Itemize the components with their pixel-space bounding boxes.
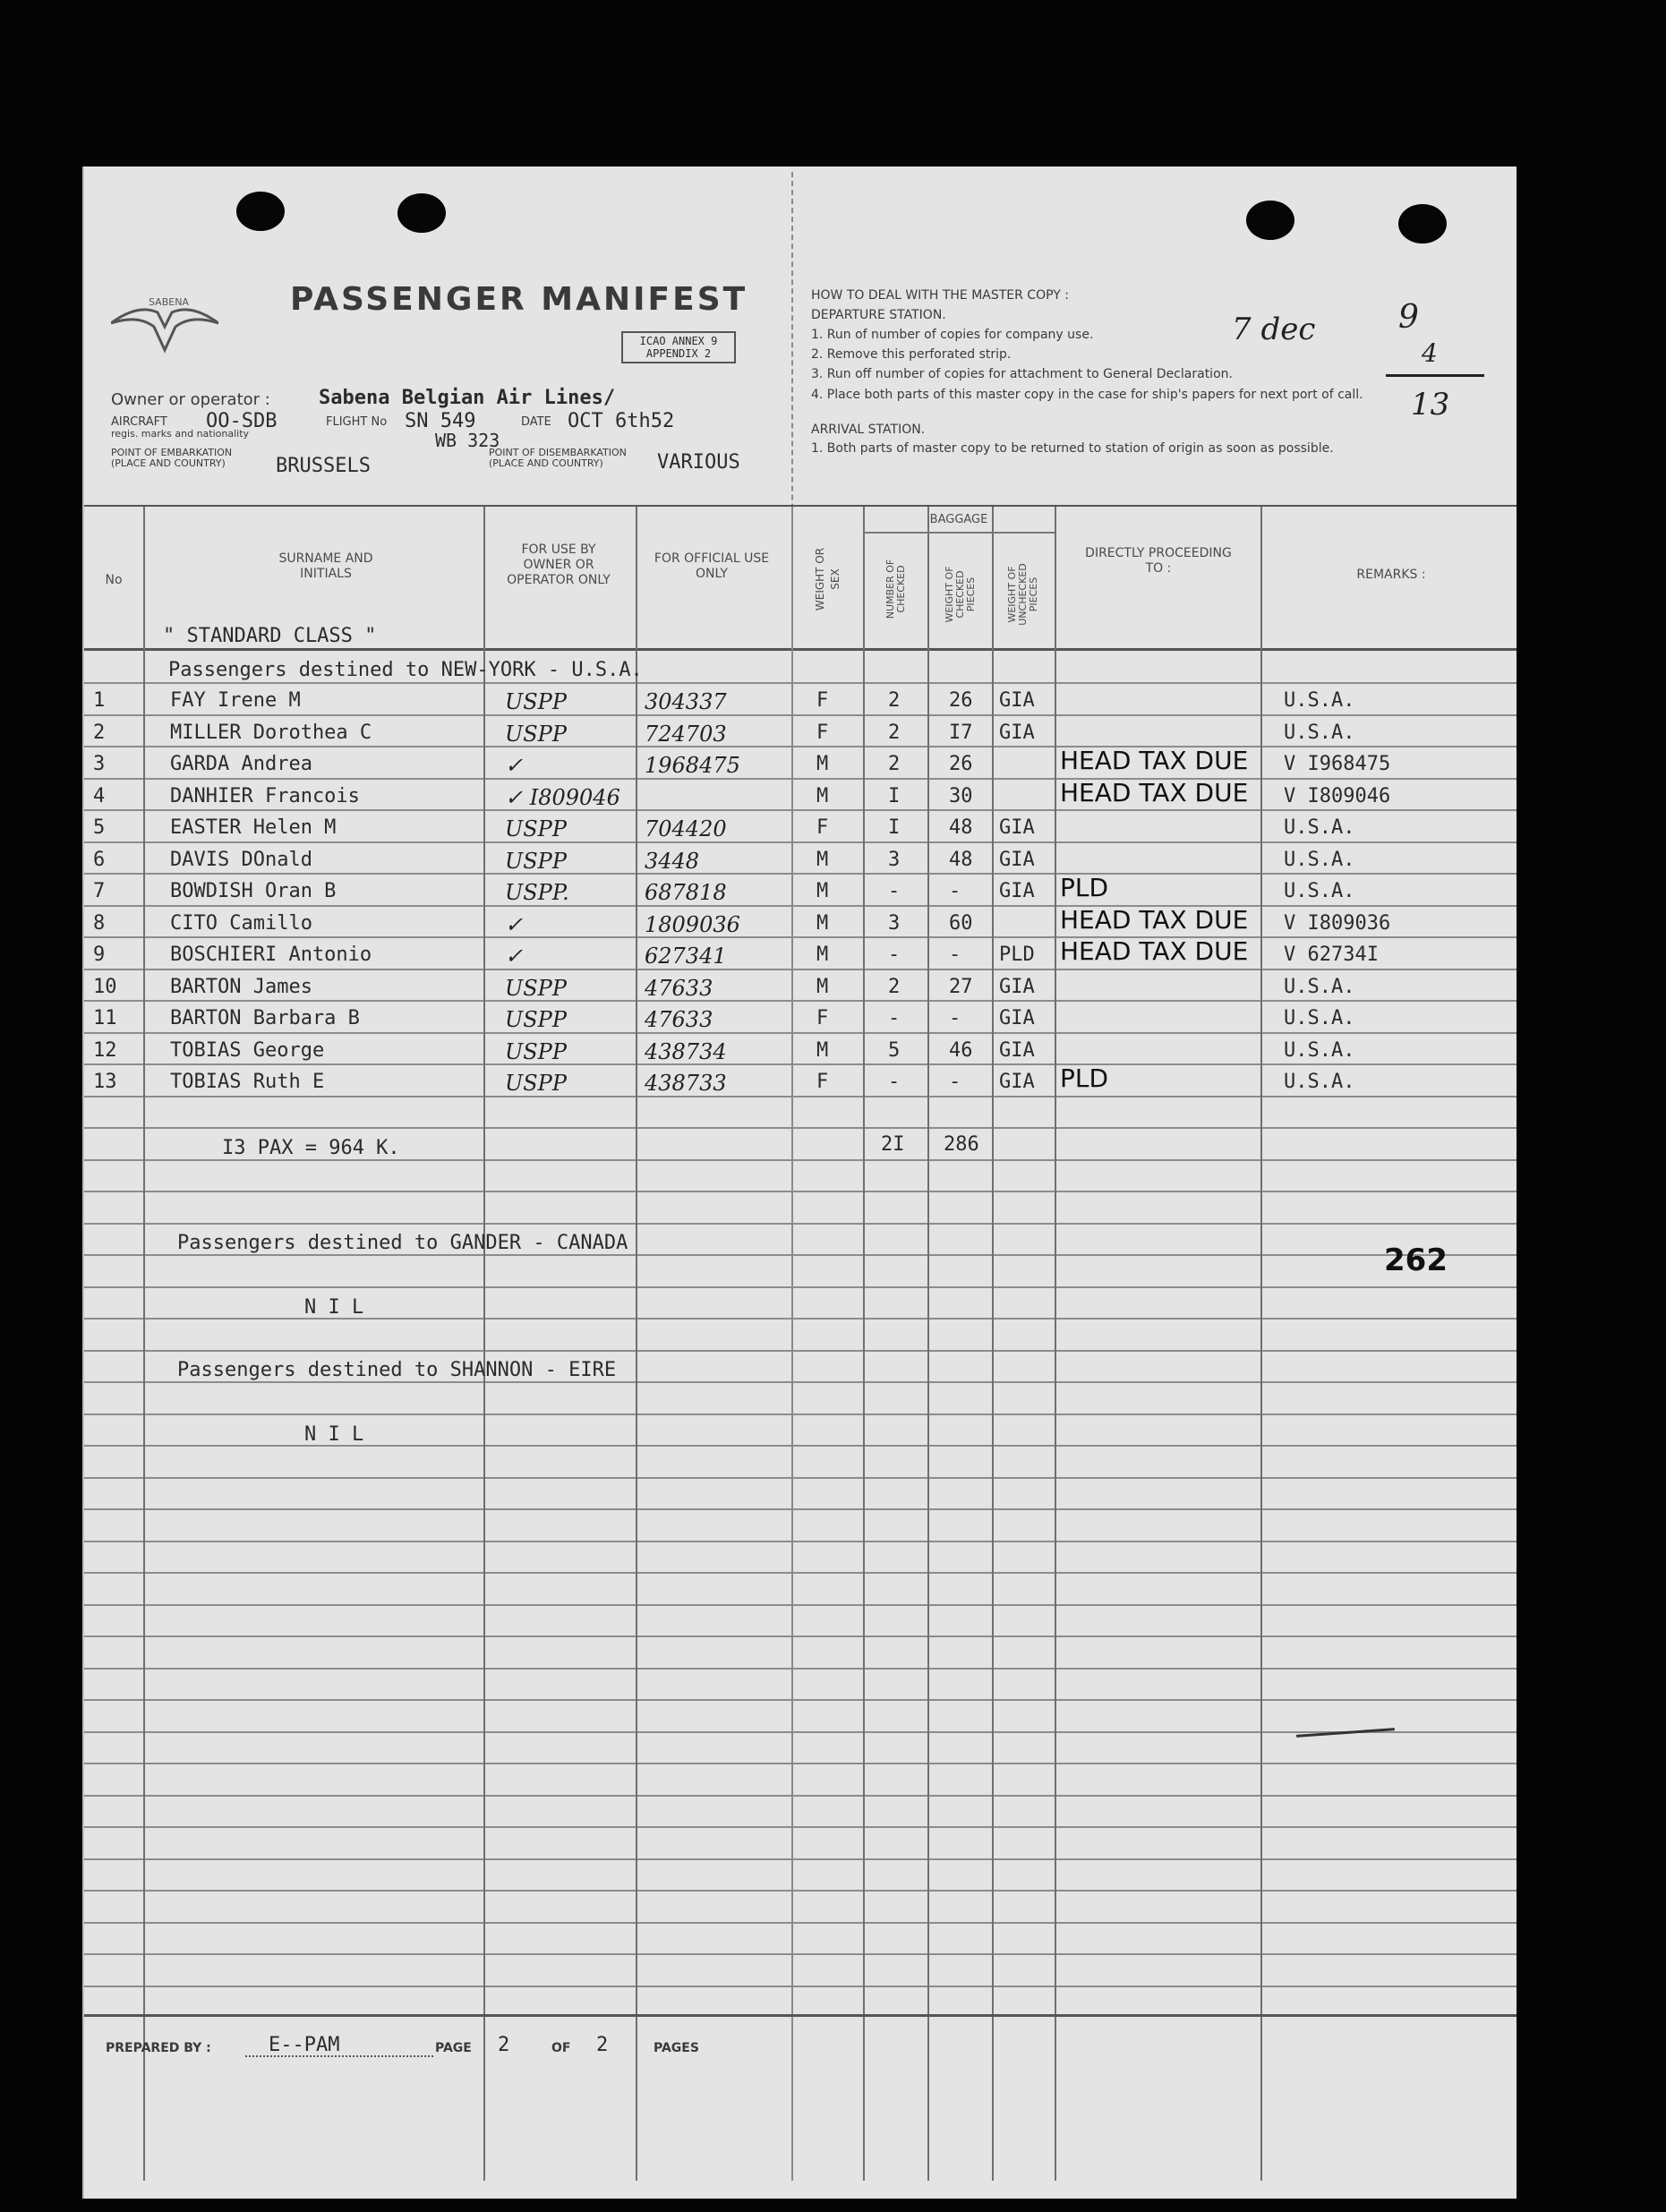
page-value: 2: [498, 2034, 510, 2056]
header-bottom-border: [84, 648, 1516, 651]
passenger-bag-weight: 26: [949, 753, 973, 775]
totals-weight-checked: 286: [944, 1133, 979, 1156]
passenger-unchecked: GIA: [999, 689, 1035, 712]
prepared-by-label: PREPARED BY :: [106, 2041, 211, 2055]
total-stamp: 262: [1384, 1243, 1448, 1278]
row-line: [84, 1000, 1516, 1002]
passenger-owner-mark: USPP: [505, 976, 567, 1001]
row-line: [84, 841, 1516, 843]
passenger-remark: V I809036: [1284, 912, 1391, 935]
passenger-official-no: 704420: [645, 816, 727, 841]
passenger-owner-mark: ✓ I809046: [505, 785, 620, 810]
owner-label: Owner or operator :: [111, 390, 270, 409]
row-line: [84, 1413, 1516, 1415]
passenger-official-no: 47633: [645, 1007, 713, 1032]
passenger-bag-weight: 60: [949, 912, 973, 935]
pages-label: PAGES: [654, 2041, 699, 2055]
passenger-remark: V I809046: [1284, 785, 1391, 807]
row-line: [84, 1604, 1516, 1606]
passenger-remark: U.S.A.: [1284, 880, 1355, 902]
instructions-departure: DEPARTURE STATION.: [811, 308, 946, 322]
row-line: [84, 936, 1516, 938]
passenger-sex: F: [816, 689, 829, 712]
passenger-official-no: 3448: [645, 849, 700, 874]
passenger-no: 4: [93, 785, 106, 807]
row-line: [84, 1699, 1516, 1701]
passenger-owner-mark: USPP: [505, 722, 567, 747]
passenger-remark: U.S.A.: [1284, 976, 1355, 998]
prepared-by-value: E--PAM: [269, 2034, 340, 2056]
passenger-bag-count: 5: [888, 1039, 901, 1062]
passenger-name: DANHIER Francois: [170, 785, 360, 807]
punch-hole: [1246, 201, 1294, 240]
passenger-official-no: 47633: [645, 976, 713, 1001]
sabena-logo-icon: [111, 287, 218, 359]
group-nil: N I L: [304, 1296, 364, 1319]
row-line: [84, 873, 1516, 875]
col-header-weight-checked: WEIGHT OF CHECKED PIECES: [944, 566, 977, 623]
instruction-item: 3. Run off number of copies for attachment to General Declaration.: [811, 367, 1233, 381]
row-line: [84, 1127, 1516, 1129]
of-label: OF: [551, 2041, 571, 2055]
passenger-bag-weight: 46: [949, 1039, 973, 1062]
totals-label: I3 PAX = 964 K.: [222, 1137, 400, 1159]
passenger-owner-mark: USPP: [505, 816, 567, 841]
passenger-proceeding: PLD: [1060, 873, 1109, 902]
passenger-sex: F: [816, 816, 829, 839]
passenger-remark: V 62734I: [1284, 944, 1379, 966]
instruction-item: 4. Place both parts of this master copy in the case for ship's papers for next port of call.: [811, 388, 1363, 402]
passenger-bag-weight: 27: [949, 976, 973, 998]
passenger-unchecked: GIA: [999, 976, 1035, 998]
row-line: [84, 1159, 1516, 1161]
handwritten-note: 7 dec: [1232, 312, 1316, 347]
passenger-name: TOBIAS Ruth E: [170, 1071, 325, 1093]
passenger-no: 1: [93, 689, 106, 712]
passenger-proceeding: HEAD TAX DUE: [1060, 746, 1249, 775]
row-line: [84, 1032, 1516, 1034]
passenger-unchecked: GIA: [999, 1071, 1035, 1093]
passenger-sex: M: [816, 849, 829, 871]
col-divider: [791, 507, 793, 2181]
instruction-item: 1. Run of number of copies for company use.: [811, 328, 1094, 342]
passenger-no: 11: [93, 1007, 117, 1029]
passenger-official-no: 304337: [645, 689, 727, 714]
row-line: [84, 1986, 1516, 1987]
passenger-bag-weight: 48: [949, 816, 973, 839]
passenger-remark: U.S.A.: [1284, 1071, 1355, 1093]
flight-value-2: WB 323: [435, 430, 500, 451]
instruction-item: 1. Both parts of master copy to be returned to station of origin as soon as possible.: [811, 441, 1334, 456]
passenger-name: FAY Irene M: [170, 689, 301, 712]
aircraft-label: AIRCRAFT: [111, 415, 167, 429]
passenger-bag-count: 2: [888, 689, 901, 712]
passenger-official-no: 627341: [645, 944, 727, 969]
passenger-name: BARTON James: [170, 976, 312, 998]
row-line: [84, 1541, 1516, 1542]
row-line: [84, 905, 1516, 907]
passenger-name: BOSCHIERI Antonio: [170, 944, 372, 966]
row-line: [84, 1763, 1516, 1764]
row-line: [84, 1350, 1516, 1352]
row-line: [84, 1445, 1516, 1447]
passenger-owner-mark: ✓: [505, 912, 524, 937]
punch-hole: [397, 193, 446, 233]
passenger-sex: F: [816, 722, 829, 744]
passenger-remark: U.S.A.: [1284, 722, 1355, 744]
row-line: [84, 1063, 1516, 1065]
passenger-official-no: 1809036: [645, 912, 740, 937]
passenger-sex: M: [816, 880, 829, 902]
passenger-owner-mark: ✓: [505, 753, 524, 778]
form-title: PASSENGER MANIFEST: [290, 281, 748, 318]
passenger-name: BOWDISH Oran B: [170, 880, 337, 902]
svg-text:SABENA: SABENA: [149, 296, 189, 308]
totals-num-checked: 2I: [881, 1133, 905, 1156]
row-line: [84, 682, 1516, 684]
passenger-name: TOBIAS George: [170, 1039, 325, 1062]
row-line: [84, 1890, 1516, 1892]
date-label: DATE: [521, 415, 551, 429]
passenger-unchecked: GIA: [999, 880, 1035, 902]
col-header-official: FOR OFFICIAL USE ONLY: [654, 551, 770, 581]
passenger-sex: M: [816, 912, 829, 935]
row-line: [84, 1286, 1516, 1288]
col-header-surname: SURNAME AND INITIALS: [278, 551, 373, 581]
row-line: [84, 969, 1516, 970]
passenger-remark: U.S.A.: [1284, 849, 1355, 871]
passenger-bag-weight: 48: [949, 849, 973, 871]
passenger-bag-count: 2: [888, 753, 901, 775]
passenger-no: 3: [93, 753, 106, 775]
punch-hole: [236, 192, 285, 231]
passenger-sex: M: [816, 785, 829, 807]
col-divider: [143, 507, 145, 2181]
flight-value: SN 549: [405, 410, 476, 432]
passenger-official-no: 438734: [645, 1039, 727, 1064]
row-line: [84, 1096, 1516, 1097]
col-header-proceeding: DIRECTLY PROCEEDING TO :: [1085, 546, 1232, 576]
passenger-unchecked: GIA: [999, 1007, 1035, 1029]
of-value: 2: [596, 2034, 609, 2056]
passenger-no: 5: [93, 816, 106, 839]
row-line: [84, 1858, 1516, 1860]
passenger-sex: M: [816, 753, 829, 775]
passenger-proceeding: HEAD TAX DUE: [1060, 936, 1249, 966]
handwritten-fraction-den: 13: [1411, 387, 1450, 423]
col-divider: [483, 507, 485, 2181]
passenger-bag-weight: 30: [949, 785, 973, 807]
passenger-sex: M: [816, 944, 829, 966]
passenger-unchecked: PLD: [999, 944, 1035, 966]
group-heading-gander: Passengers destined to GANDER - CANADA: [177, 1232, 628, 1254]
footer-top-border: [84, 2014, 1516, 2017]
passenger-unchecked: GIA: [999, 849, 1035, 871]
group-heading-new-york: Passengers destined to NEW-YORK - U.S.A.: [168, 659, 643, 681]
row-line: [84, 1826, 1516, 1828]
row-line: [84, 1636, 1516, 1637]
passenger-remark: U.S.A.: [1284, 1039, 1355, 1062]
passenger-owner-mark: ✓: [505, 944, 524, 969]
row-line: [84, 1953, 1516, 1955]
passenger-bag-count: 3: [888, 912, 901, 935]
col-divider: [992, 507, 994, 2181]
passenger-name: BARTON Barbara B: [170, 1007, 360, 1029]
passenger-no: 12: [93, 1039, 117, 1062]
instructions-heading: HOW TO DEAL WITH THE MASTER COPY :: [811, 288, 1069, 303]
passenger-unchecked: GIA: [999, 816, 1035, 839]
row-line: [84, 1668, 1516, 1670]
handwritten-fraction-mid: 4: [1422, 338, 1438, 368]
row-line: [84, 809, 1516, 811]
passenger-name: CITO Camillo: [170, 912, 312, 935]
passenger-owner-mark: USPP: [505, 1039, 567, 1064]
passenger-proceeding: HEAD TAX DUE: [1060, 905, 1249, 935]
passenger-no: 10: [93, 976, 117, 998]
row-line: [84, 1477, 1516, 1479]
disembarkation-label: POINT OF DISEMBARKATION (PLACE AND COUNTRY): [489, 447, 627, 469]
row-line: [84, 1508, 1516, 1510]
passenger-proceeding: PLD: [1060, 1063, 1109, 1093]
row-line: [84, 746, 1516, 747]
row-line: [84, 1922, 1516, 1924]
passenger-bag-count: -: [888, 1071, 901, 1093]
passenger-official-no: 724703: [645, 722, 727, 747]
passenger-owner-mark: USPP: [505, 1071, 567, 1096]
disembarkation-value: VARIOUS: [657, 451, 740, 474]
instruction-item: 2. Remove this perforated strip.: [811, 347, 1012, 362]
passenger-bag-weight: I7: [949, 722, 973, 744]
passenger-no: 6: [93, 849, 106, 871]
passenger-remark: U.S.A.: [1284, 689, 1355, 712]
passenger-no: 7: [93, 880, 106, 902]
icao-box: ICAO ANNEX 9 APPENDIX 2: [621, 331, 736, 363]
passenger-remark: U.S.A.: [1284, 816, 1355, 839]
passenger-sex: M: [816, 1039, 829, 1062]
passenger-owner-mark: USPP: [505, 689, 567, 714]
row-line: [84, 778, 1516, 780]
passenger-official-no: 687818: [645, 880, 727, 905]
date-value: OCT 6th52: [568, 410, 675, 432]
passenger-bag-count: -: [888, 1007, 901, 1029]
col-header-owner: FOR USE BY OWNER OR OPERATOR ONLY: [507, 542, 611, 587]
owner-value: Sabena Belgian Air Lines/: [319, 387, 616, 409]
passenger-bag-weight: -: [949, 944, 961, 966]
page-label: PAGE: [435, 2041, 472, 2055]
passenger-owner-mark: USPP: [505, 1007, 567, 1032]
punch-hole: [1398, 204, 1447, 243]
instructions-arrival: ARRIVAL STATION.: [811, 423, 926, 437]
col-header-no: No: [105, 573, 123, 587]
embarkation-label: POINT OF EMBARKATION (PLACE AND COUNTRY): [111, 447, 233, 469]
fraction-bar: [1386, 374, 1484, 377]
table-top-border: [84, 505, 1516, 507]
passenger-bag-count: -: [888, 944, 901, 966]
passenger-name: DAVIS DOnald: [170, 849, 312, 871]
passenger-name: GARDA Andrea: [170, 753, 312, 775]
passenger-no: 13: [93, 1071, 117, 1093]
baggage-divider: [863, 532, 1055, 534]
section-class-label: " STANDARD CLASS ": [163, 625, 377, 647]
row-line: [84, 714, 1516, 716]
passenger-sex: F: [816, 1071, 829, 1093]
row-line: [84, 1381, 1516, 1383]
passenger-remark: U.S.A.: [1284, 1007, 1355, 1029]
row-line: [84, 1254, 1516, 1256]
col-header-weight-unchecked: WEIGHT OF UNCHECKED PIECES: [1006, 563, 1039, 626]
passenger-name: MILLER Dorothea C: [170, 722, 372, 744]
passenger-bag-count: 3: [888, 849, 901, 871]
col-header-remarks: REMARKS :: [1356, 568, 1426, 582]
aircraft-sublabel: regis. marks and nationality: [111, 428, 250, 440]
passenger-bag-weight: -: [949, 880, 961, 902]
handwritten-fraction-num: 9: [1398, 299, 1419, 336]
col-divider: [636, 507, 637, 2181]
col-divider: [927, 507, 929, 2181]
passenger-official-no: 1968475: [645, 753, 740, 778]
manifest-sheet: [82, 167, 1516, 2199]
aircraft-value: OO-SDB: [206, 410, 278, 432]
passenger-bag-count: I: [888, 816, 901, 839]
prepared-by-line: [245, 2055, 433, 2057]
passenger-owner-mark: USPP: [505, 849, 567, 874]
passenger-official-no: 438733: [645, 1071, 727, 1096]
row-line: [84, 1318, 1516, 1320]
col-divider: [863, 507, 865, 2181]
passenger-bag-count: 2: [888, 722, 901, 744]
col-header-sex: WEIGHT OR SEX: [814, 547, 842, 611]
col-divider: [1055, 507, 1056, 2181]
passenger-sex: F: [816, 1007, 829, 1029]
col-header-num-checked: NUMBER OF CHECKED: [884, 559, 907, 619]
passenger-bag-count: 2: [888, 976, 901, 998]
passenger-unchecked: GIA: [999, 1039, 1035, 1062]
passenger-remark: V I968475: [1284, 753, 1391, 775]
passenger-unchecked: GIA: [999, 722, 1035, 744]
row-line: [84, 1731, 1516, 1733]
passenger-bag-count: -: [888, 880, 901, 902]
passenger-no: 8: [93, 912, 106, 935]
passenger-bag-weight: -: [949, 1007, 961, 1029]
row-line: [84, 1795, 1516, 1797]
row-line: [84, 1223, 1516, 1225]
row-line: [84, 1191, 1516, 1192]
passenger-bag-count: I: [888, 785, 901, 807]
group-nil: N I L: [304, 1423, 364, 1446]
col-divider: [1260, 507, 1262, 2181]
passenger-sex: M: [816, 976, 829, 998]
row-line: [84, 1572, 1516, 1574]
passenger-proceeding: HEAD TAX DUE: [1060, 778, 1249, 807]
passenger-no: 9: [93, 944, 106, 966]
passenger-owner-mark: USPP.: [505, 880, 569, 905]
group-heading-shannon: Passengers destined to SHANNON - EIRE: [177, 1359, 617, 1381]
passenger-name: EASTER Helen M: [170, 816, 337, 839]
passenger-bag-weight: -: [949, 1071, 961, 1093]
col-header-baggage: BAGGAGE: [929, 513, 988, 526]
passenger-no: 2: [93, 722, 106, 744]
flight-label: FLIGHT No: [326, 415, 388, 429]
embarkation-value: BRUSSELS: [276, 455, 371, 477]
passenger-bag-weight: 26: [949, 689, 973, 712]
